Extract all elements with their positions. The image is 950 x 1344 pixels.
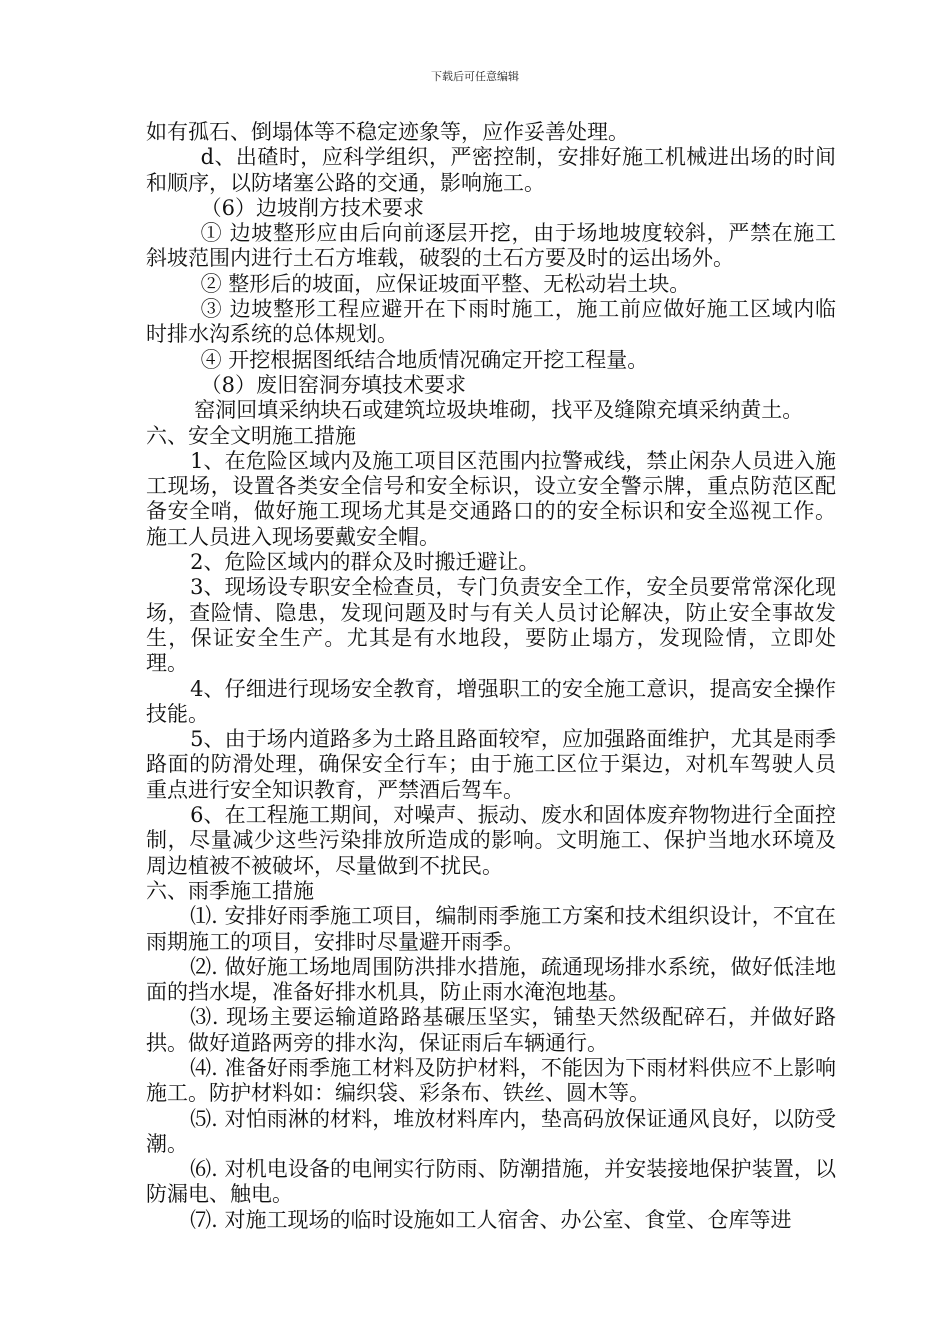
paragraph-18: ⑴. 安排好雨季施工项目，编制雨季施工方案和技术组织设计，不宜在雨期施工的项目，安排时尽量避开雨季。 [146, 904, 836, 954]
paragraph-8: （8）废旧窑洞夯填技术要求 [200, 372, 466, 397]
paragraph-9: 窑洞回填采纳块石或建筑垃圾块堆砌，找平及缝隙充填采纳黄土。 [194, 398, 804, 423]
paragraph-12: 2、危险区域内的群众及时搬迁避让。 [190, 550, 540, 575]
paragraph-21: ⑷. 准备好雨季施工材料及防护材料，不能因为下雨材料供应不上影响施工。防护材料如：编织袋、彩条布、铁丝、圆木等。 [146, 1055, 836, 1106]
paragraph-1: 如有孤石、倒塌体等不稳定迹象等，应作妥善处理。 [146, 120, 629, 144]
paragraph-24: ⑺. 对施工现场的临时设施如工人宿舍、办公室、食堂、仓库等进 [190, 1207, 792, 1232]
paragraph-7: ④ 开挖根据图纸结合地质情况确定开挖工程量。 [200, 347, 649, 372]
paragraph-5: ② 整形后的坡面，应保证坡面平整、无松动岩土块。 [200, 271, 691, 296]
document-body [146, 120, 836, 1233]
paragraph-22: ⑸. 对怕雨淋的材料，堆放材料库内，垫高码放保证通风良好，以防受潮。 [146, 1106, 836, 1156]
paragraph-4: ① 边坡整形应由后向前逐层开挖，由于场地坡度较斜，严禁在施工斜坡范围内进行土石方堆载，破裂的土石方要及时的运出场外。 [146, 221, 836, 271]
paragraph-11: 1、在危险区域内及施工项目区范围内拉警戒线，禁止闲杂人员进入施工现场，设置各类安全信号和安全标识，设立安全警示牌，重点防范区配备安全哨，做好施工现场尤其是交通路口的的安全标识和安全巡视工作。施工人员进入现场要戴安全帽。 [146, 448, 836, 549]
paragraph-16: 6、在工程施工期间，对噪声、振动、废水和固体废弃物物进行全面控制，尽量减少这些污染排放所造成的影响。文明施工、保护当地水环境及周边植被不被破坏，尽量做到不扰民。 [146, 803, 836, 878]
paragraph-3: （6）边坡削方技术要求 [200, 195, 424, 220]
paragraph-13: 3、现场设专职安全检查员，专门负责安全工作，安全员要常常深化现场，查险情、隐患，发现问题及时与有关人员讨论解决，防止安全事故发生，保证安全生产。尤其是有水地段，要防止塌方，发现险情，立即处理。 [146, 575, 836, 676]
paragraph-6: ③ 边坡整形工程应避开在下雨时施工，施工前应做好施工区域内临时排水沟系统的总体规划。 [146, 297, 836, 347]
paragraph-19: ⑵. 做好施工场地周围防洪排水措施，疏通现场排水系统，做好低洼地面的挡水堤，准备好排水机具，防止雨水淹泡地基。 [146, 954, 836, 1005]
paragraph-15: 5、由于场内道路多为土路且路面较窄，应加强路面维护，尤其是雨季路面的防滑处理，确保安全行车；由于施工区位于渠边，对机车驾驶人员重点进行安全知识教育，严禁酒后驾车。 [146, 727, 836, 802]
paragraph-14: 4、仔细进行现场安全教育，增强职工的安全施工意识，提高安全操作技能。 [146, 676, 836, 726]
paragraph-2: d、出碴时，应科学组织，严密控制，安排好施工机械进出场的时间和顺序，以防堵塞公路的交通，影响施工。 [146, 145, 836, 195]
paragraph-20: ⑶. 现场主要运输道路路基碾压坚实，铺垫天然级配碎石，并做好路拱。做好道路两旁的排水沟，保证雨后车辆通行。 [146, 1005, 836, 1055]
paragraph-17: 六、雨季施工措施 [146, 878, 314, 903]
page-header: 下载后可任意编辑 [431, 70, 519, 83]
paragraph-23: ⑹. 对机电设备的电闸实行防雨、防潮措施，并安装接地保护装置，以防漏电、触电。 [146, 1157, 836, 1207]
paragraph-10: 六、安全文明施工措施 [146, 423, 356, 448]
